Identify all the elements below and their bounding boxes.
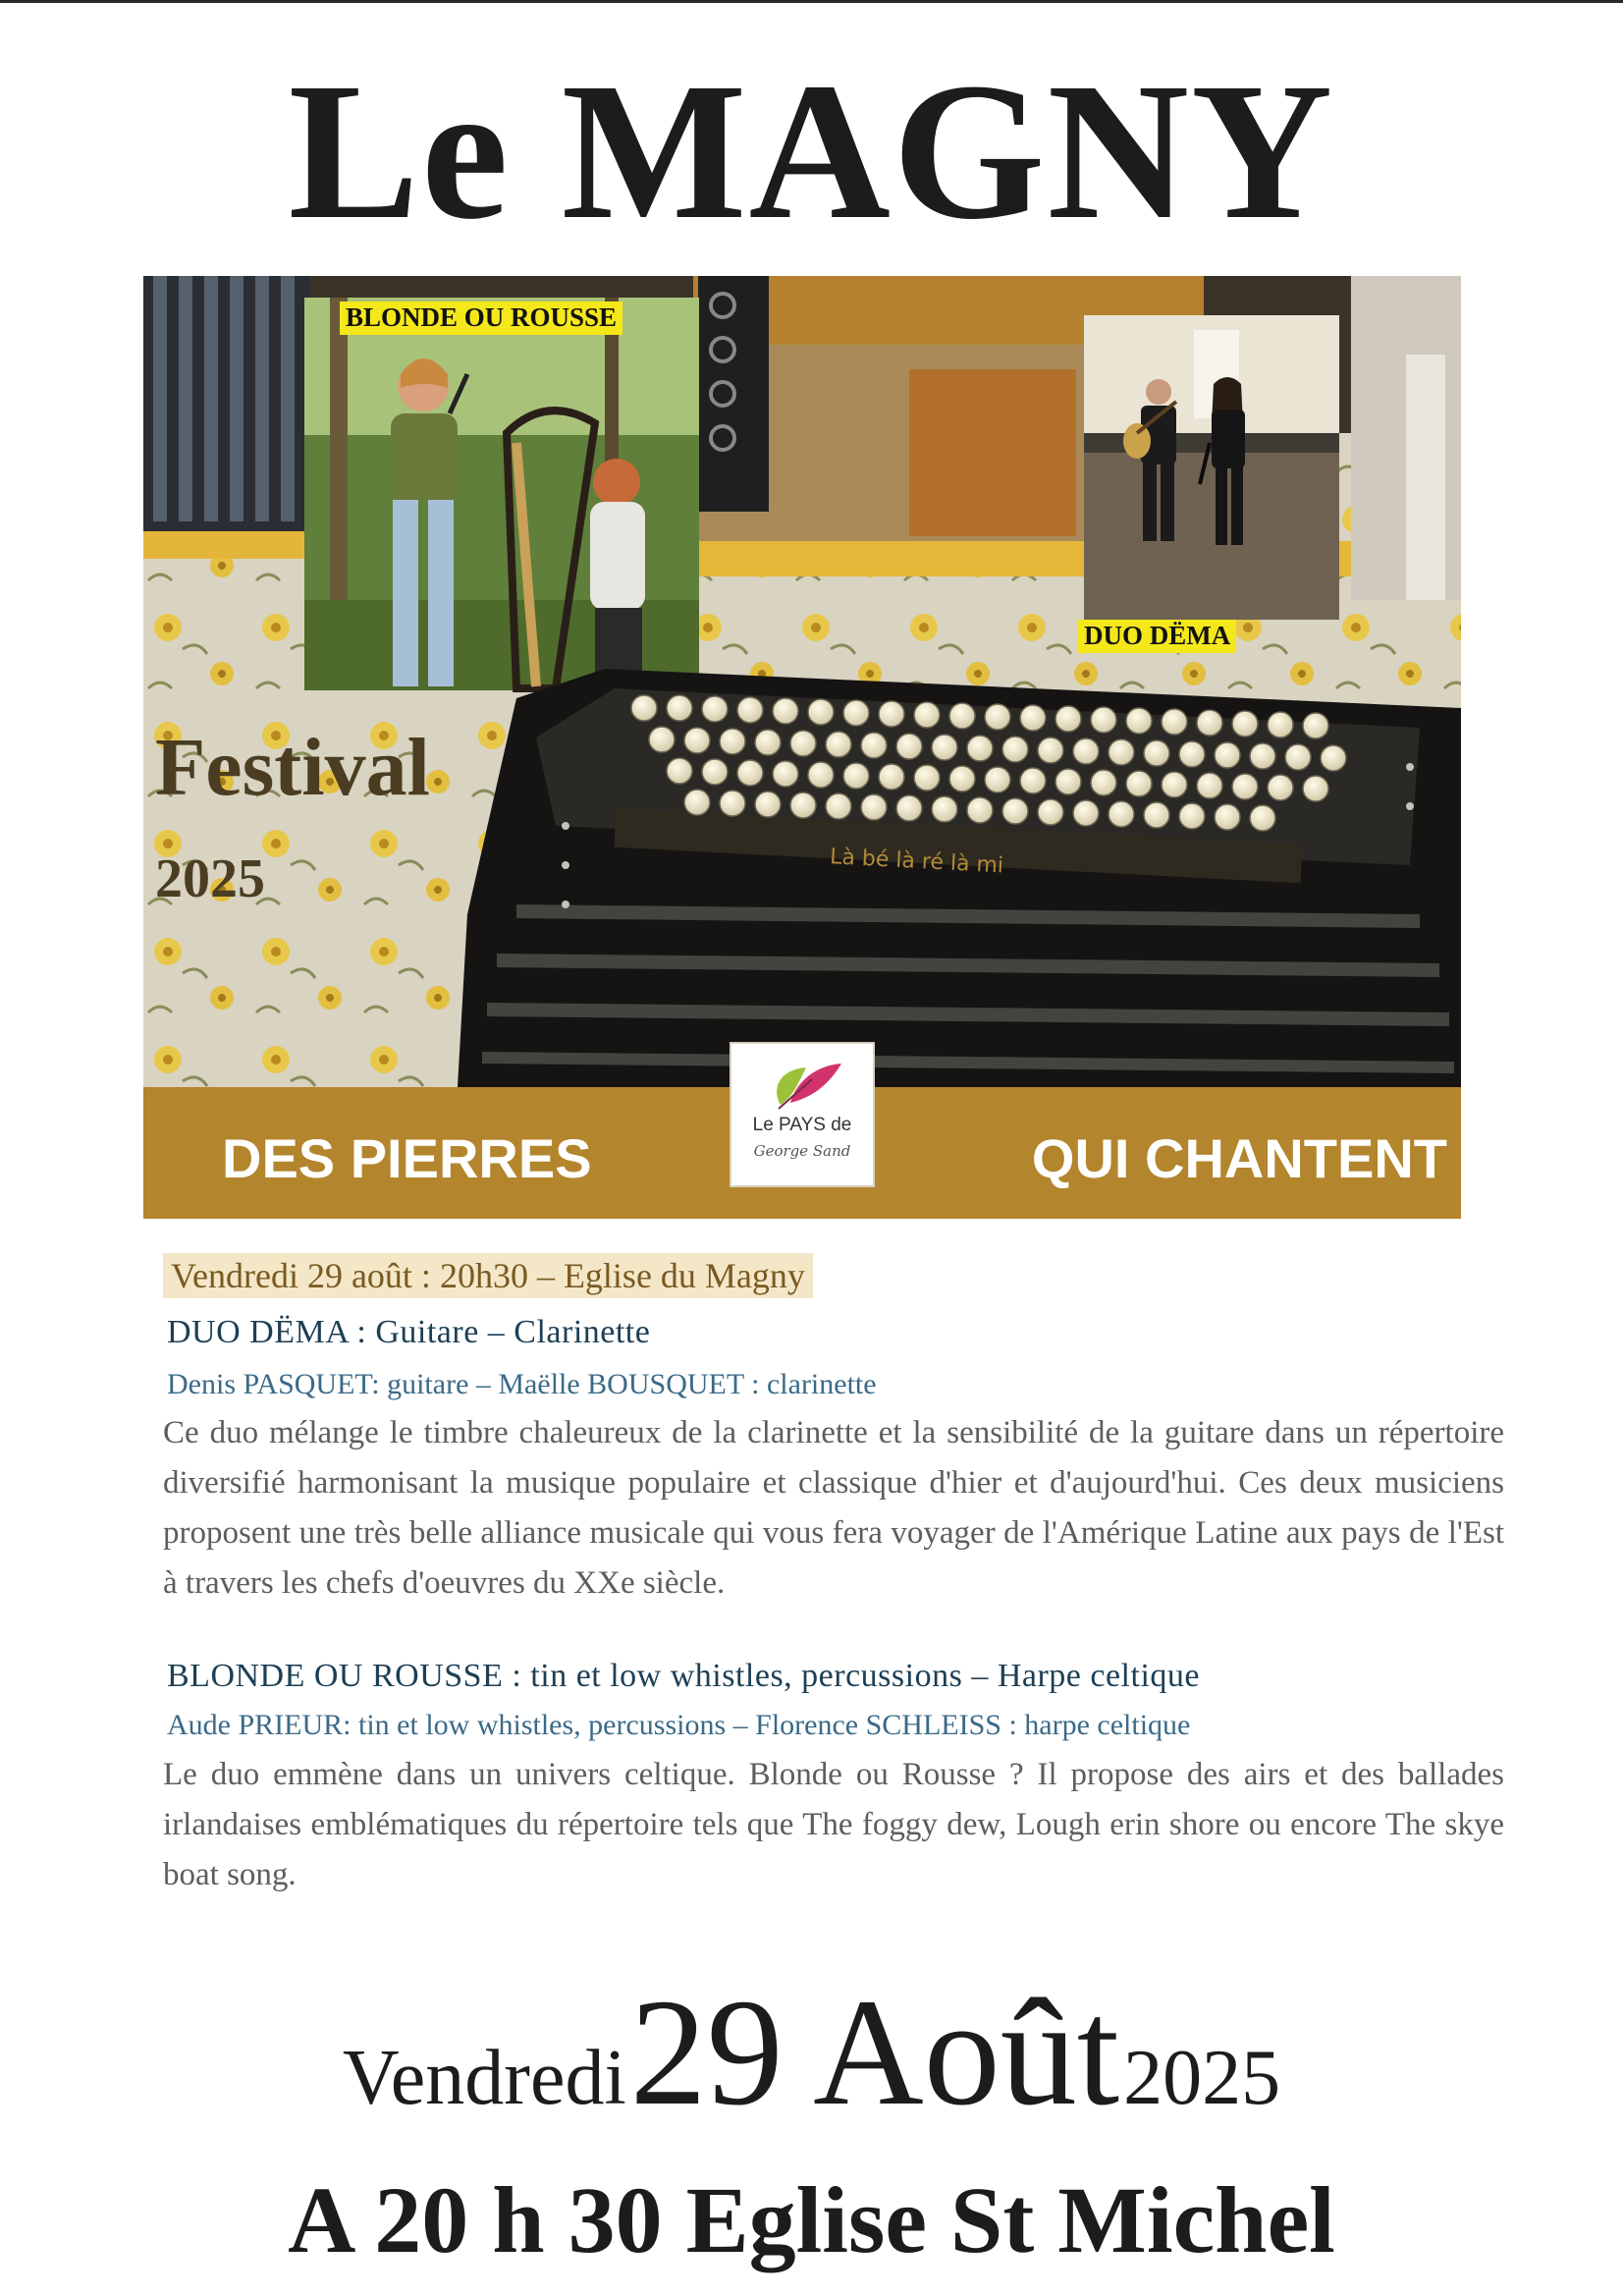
accordion-illustration xyxy=(458,669,1461,1087)
svg-text:Là bé là ré là mi: Là bé là ré là mi xyxy=(829,845,1004,879)
event-year: 2025 xyxy=(1123,2035,1281,2121)
concert-date-line: Vendredi 29 août : 20h30 – Eglise du Magny xyxy=(163,1253,813,1298)
act1-description: Ce duo mélange le timbre chaleureux de la clarinette et la sensibilité de la guitare dans un répertoire diversifié harmonisant la musique populaire et classique d'hier et d'aujourd'hui. Ces deux musiciens proposent une très belle alliance musicale qui vous fera voyager de l'Amérique Latine aux pays de l'Est à travers les chefs d'oeuvres du XXe siècle. xyxy=(163,1415,1504,1601)
label-blonde-ou-rousse: BLONDE OU ROUSSE xyxy=(340,301,622,335)
event-time-place: A 20 h 30 Eglise St Michel xyxy=(288,2167,1335,2272)
event-date-big: 29 Août xyxy=(629,1967,1120,2137)
act2-title: BLONDE OU ROUSSE : tin et low whistles, percussions – Harpe celtique xyxy=(167,1658,1200,1694)
photo-duo-dema xyxy=(1084,315,1339,620)
poster-photo-collage xyxy=(143,276,1461,1087)
act1-performers: Denis PASQUET: guitare – Maëlle BOUSQUET : clarinette xyxy=(167,1368,877,1400)
festival-word: Festival xyxy=(155,722,430,813)
event-day: Vendredi xyxy=(342,2035,626,2121)
pays-george-sand-logo xyxy=(730,1042,875,1187)
festival-poster xyxy=(143,276,1461,1219)
event-date xyxy=(0,1964,1623,2141)
label-duo-dema: DUO DËMA xyxy=(1078,620,1236,653)
logo-text: Le PAYS de xyxy=(752,1115,852,1135)
feather-icon xyxy=(751,1058,853,1113)
page-title: Le MAGNY xyxy=(288,43,1335,260)
banner-right-text: QUI CHANTENT xyxy=(1031,1127,1447,1189)
logo-signature: George Sand xyxy=(753,1142,851,1160)
festival-year: 2025 xyxy=(155,848,265,909)
act1-title: DUO DËMA : Guitare – Clarinette xyxy=(167,1314,651,1350)
act2-description: Le duo emmène dans un univers celtique. Blonde ou Rousse ? Il propose des airs et des ballades irlandaises emblématiques du répertoire tels que The foggy dew, Lough erin shore ou encore The skye boat song. xyxy=(163,1757,1504,1892)
banner-left-text: DES PIERRES xyxy=(222,1127,592,1189)
photo-blonde-ou-rousse xyxy=(304,298,699,690)
act2-performers: Aude PRIEUR: tin et low whistles, percussions – Florence SCHLEISS : harpe celtique xyxy=(167,1709,1191,1741)
scan-edge xyxy=(0,0,1623,3)
